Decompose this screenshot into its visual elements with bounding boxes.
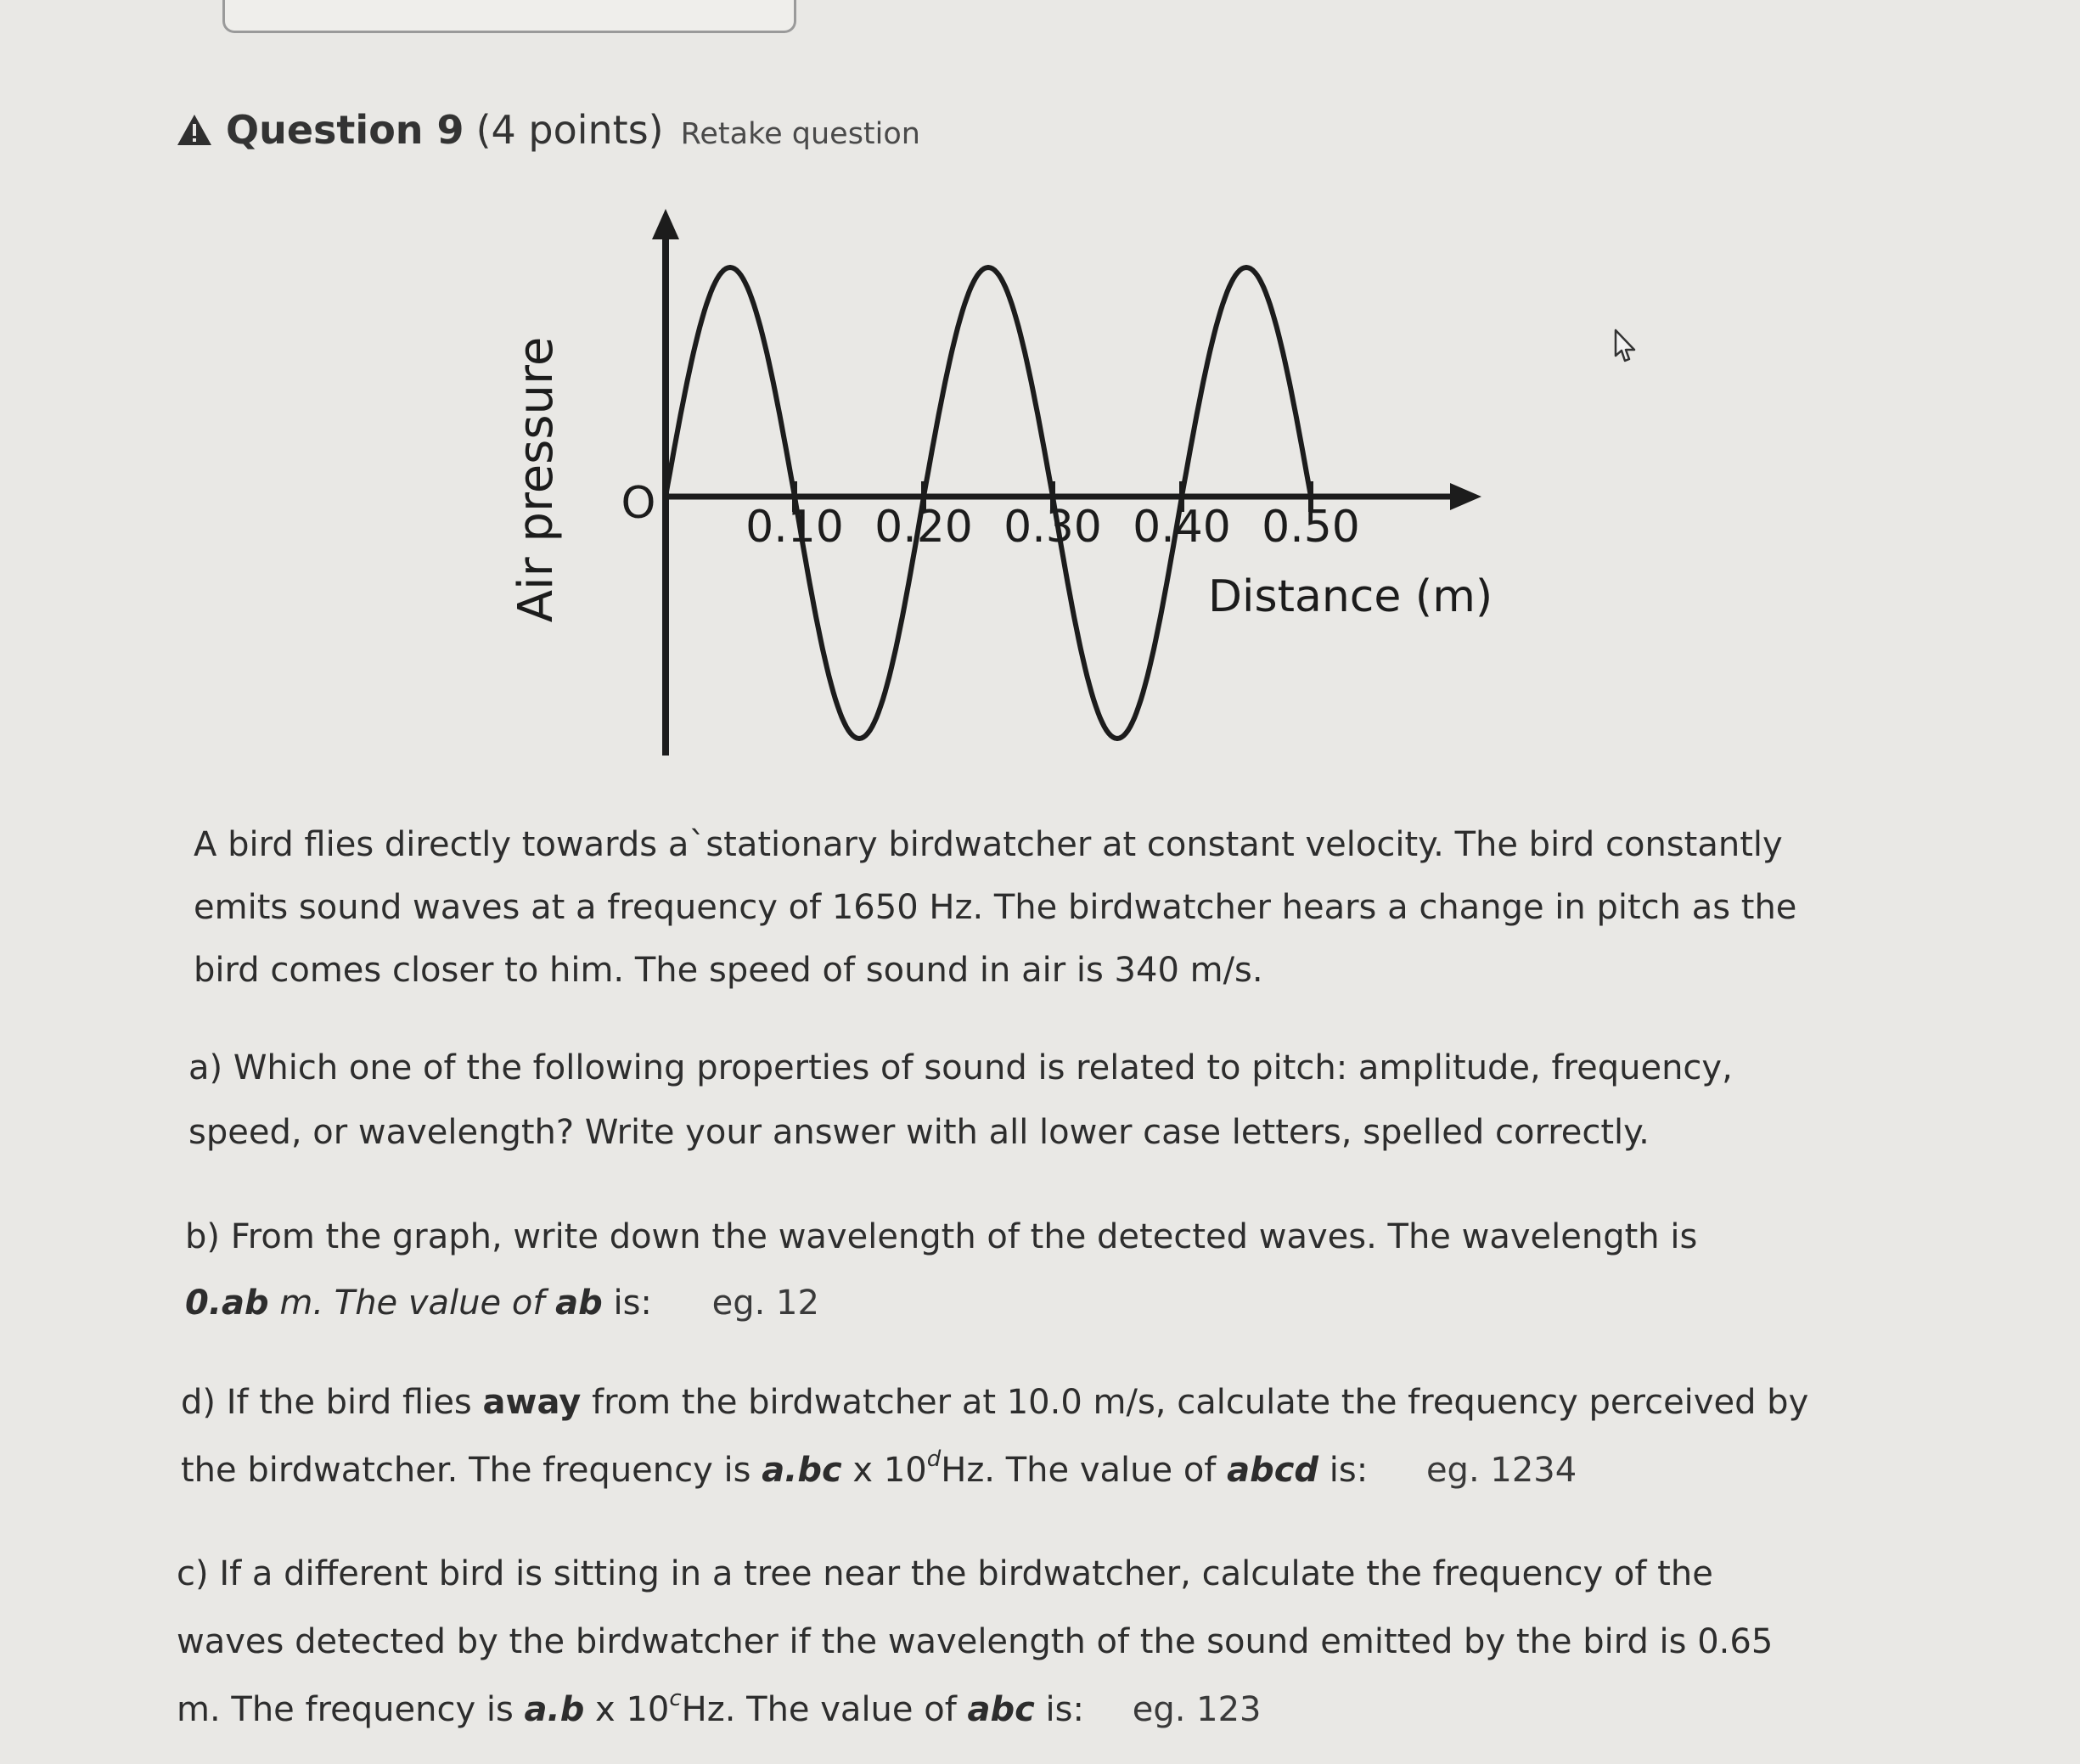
part-b-text: m. The value of <box>268 1284 556 1323</box>
y-axis-label: Air pressure <box>509 336 564 623</box>
part-c-text: x 10 <box>584 1690 670 1729</box>
question-title: Question 9 <box>226 107 464 153</box>
intro-line: emits sound waves at a frequency of 1650 Hz. The birdwatcher hears a change in pitch as the <box>194 888 1797 927</box>
x-tick-label: 0.50 <box>1262 502 1360 553</box>
part-b-line <box>185 1270 1697 1336</box>
part-c-exponent: c <box>669 1686 682 1711</box>
part-d-answer-input[interactable]: eg. 1234 <box>1425 1451 1577 1490</box>
part-c-answer-input[interactable]: eg. 123 <box>1132 1690 1262 1729</box>
y-axis-arrow <box>652 209 679 239</box>
intro-line: A bird flies directly towards a`stationary birdwatcher at constant velocity. The bird constantly <box>194 825 1783 864</box>
part-d-variable: a.bc <box>762 1451 842 1490</box>
part-c-variable: a.b <box>524 1690 585 1729</box>
part-b-line: b) From the graph, write down the wavelength of the detected waves. The wavelength is <box>185 1217 1698 1256</box>
wave-graph <box>0 0 2080 849</box>
part-b-text: is: <box>602 1284 652 1323</box>
x-axis-arrow <box>1450 483 1481 510</box>
origin-label: O <box>621 478 656 529</box>
part-d-emphasis: away <box>482 1383 582 1422</box>
part-d-text: Hz. The value of <box>941 1451 1228 1490</box>
part-d-text: is: <box>1318 1451 1369 1490</box>
part-c-line <box>177 1676 1773 1748</box>
part-b-question <box>185 1204 1697 1336</box>
part-a-question <box>188 1036 1733 1165</box>
part-b-variable: ab <box>555 1284 603 1323</box>
part-c-text: is: <box>1034 1690 1084 1729</box>
part-c-text: m. The frequency is <box>177 1690 525 1729</box>
part-d-text: from the birdwatcher at 10.0 m/s, calculate the frequency perceived by <box>581 1383 1809 1422</box>
part-c-line: waves detected by the birdwatcher if the wavelength of the sound emitted by the bird is 0.65 <box>177 1622 1774 1661</box>
x-tick-label: 0.10 <box>745 502 844 553</box>
part-d-question <box>181 1368 1808 1508</box>
part-c-line: c) If a different bird is sitting in a tree near the birdwatcher, calculate the frequency of the <box>177 1554 1713 1593</box>
x-tick-label: 0.30 <box>1003 502 1102 553</box>
part-d-text: the birdwatcher. The frequency is <box>181 1451 762 1490</box>
part-d-text: d) If the bird flies <box>181 1383 483 1422</box>
part-d-line <box>181 1436 1808 1508</box>
tick-labels <box>745 502 1360 553</box>
intro-paragraph <box>194 813 1796 1002</box>
x-tick-label: 0.20 <box>874 502 973 553</box>
retake-question-link[interactable]: Retake question <box>680 117 920 151</box>
part-b-answer-input[interactable]: eg. 12 <box>711 1284 819 1323</box>
part-a-line: a) Which one of the following properties of sound is related to pitch: amplitude, frequency, <box>188 1048 1733 1087</box>
part-b-variable: 0.ab <box>185 1284 269 1323</box>
intro-line: bird comes closer to him. The speed of sound in air is 340 m/s. <box>194 951 1263 990</box>
x-axis-label: Distance (m) <box>1208 571 1493 622</box>
part-d-text: x 10 <box>841 1451 927 1490</box>
question-points: (4 points) <box>475 107 664 153</box>
part-c-question <box>177 1540 1773 1748</box>
part-a-line: speed, or wavelength? Write your answer with all lower case letters, spelled correctly. <box>188 1113 1650 1152</box>
part-d-variable: abcd <box>1227 1451 1319 1490</box>
part-c-variable: abc <box>967 1690 1035 1729</box>
part-c-text: Hz. The value of <box>681 1690 968 1729</box>
part-d-line <box>181 1368 1808 1436</box>
x-tick-label: 0.40 <box>1133 502 1231 553</box>
part-d-exponent: d <box>926 1447 942 1472</box>
mouse-pointer-icon <box>1609 327 1644 369</box>
